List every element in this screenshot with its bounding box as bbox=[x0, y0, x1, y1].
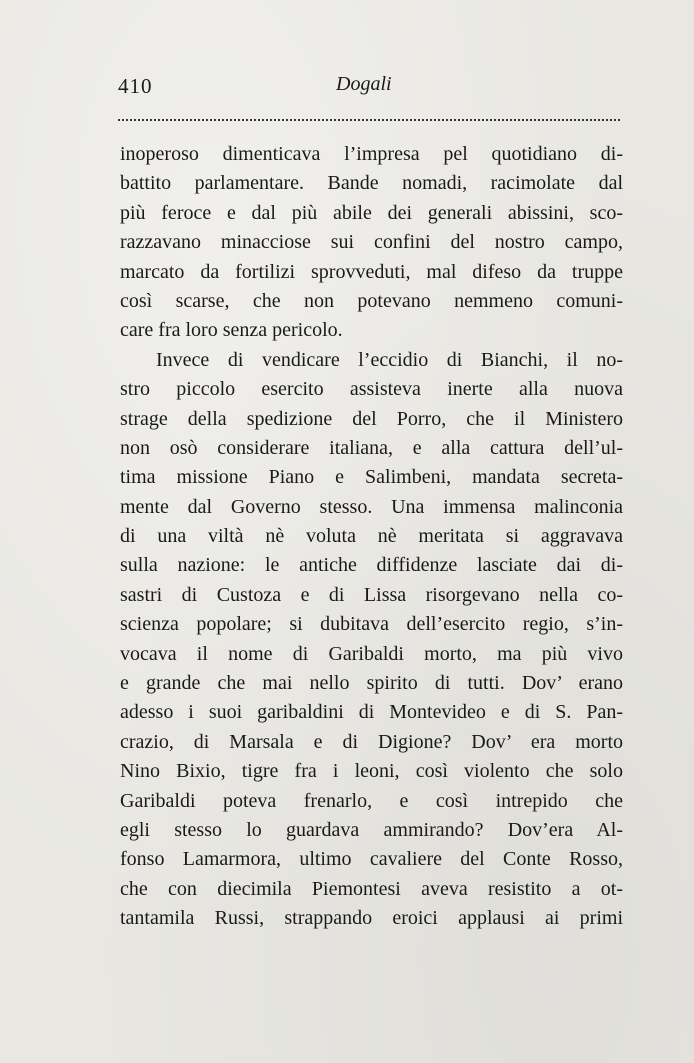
text-line: tima missione Piano e Salimbeni, mandata secreta- bbox=[120, 466, 623, 489]
text-line: inoperoso dimenticava l’impresa pel quotidiano di- bbox=[120, 143, 623, 165]
text-line: scienza popolare; si dubitava dell’esercito regio, s’in- bbox=[120, 613, 623, 636]
running-title: Dogali bbox=[336, 73, 392, 95]
text-line: sulla nazione: le antiche diffidenze lasciate dai di- bbox=[120, 554, 623, 577]
text-line: marcato da fortilizi sprovveduti, mal difeso da truppe bbox=[120, 260, 623, 283]
text-line: così scarse, che non potevano nemmeno comuni- bbox=[120, 289, 623, 312]
text-line: fonso Lamarmora, ultimo cavaliere del Conte Rosso, bbox=[120, 848, 623, 871]
page-number: 410 bbox=[118, 74, 153, 98]
text-line: Nino Bixio, tigre fra i leoni, così violento che solo bbox=[120, 760, 623, 783]
text-line: stro piccolo esercito assisteva inerte alla nuova bbox=[120, 378, 623, 401]
text-line: Invece di vendicare l’eccidio di Bianchi, il no- bbox=[156, 348, 623, 371]
text-line: tantamila Russi, strappando eroici applausi ai primi bbox=[120, 907, 623, 930]
text-line: non osò considerare italiana, e alla cattura dell’ul- bbox=[120, 436, 623, 459]
text-line: sastri di Custoza e di Lissa risorgevano nella co- bbox=[120, 583, 623, 606]
text-line: egli stesso lo guardava ammirando? Dov’era Al- bbox=[120, 818, 623, 841]
text-line: mente dal Governo stesso. Una immensa malinconia bbox=[120, 495, 623, 518]
text-line: battito parlamentare. Bande nomadi, racimolate dal bbox=[120, 172, 623, 195]
text-line: di una viltà nè voluta nè meritata si aggravava bbox=[120, 525, 623, 548]
body-text bbox=[120, 140, 623, 934]
header-rule bbox=[118, 119, 620, 121]
text-line: care fra loro senza pericolo. bbox=[120, 319, 343, 342]
text-line: strage della spedizione del Porro, che il Ministero bbox=[120, 407, 623, 430]
text-line: razzavano minacciose sui confini del nostro campo, bbox=[120, 231, 623, 254]
text-line: che con diecimila Piemontesi aveva resistito a ot- bbox=[120, 877, 623, 900]
text-line: più feroce e dal più abile dei generali abissini, sco- bbox=[120, 201, 623, 224]
text-line: e grande che mai nello spirito di tutti. Dov’ erano bbox=[120, 672, 623, 695]
text-line: vocava il nome di Garibaldi morto, ma più vivo bbox=[120, 642, 623, 665]
text-line: Garibaldi poteva frenarlo, e così intrepido che bbox=[120, 789, 623, 812]
text-line: adesso i suoi garibaldini di Montevideo e di S. Pan- bbox=[120, 701, 623, 724]
text-line: crazio, di Marsala e di Digione? Dov’ era morto bbox=[120, 730, 623, 753]
